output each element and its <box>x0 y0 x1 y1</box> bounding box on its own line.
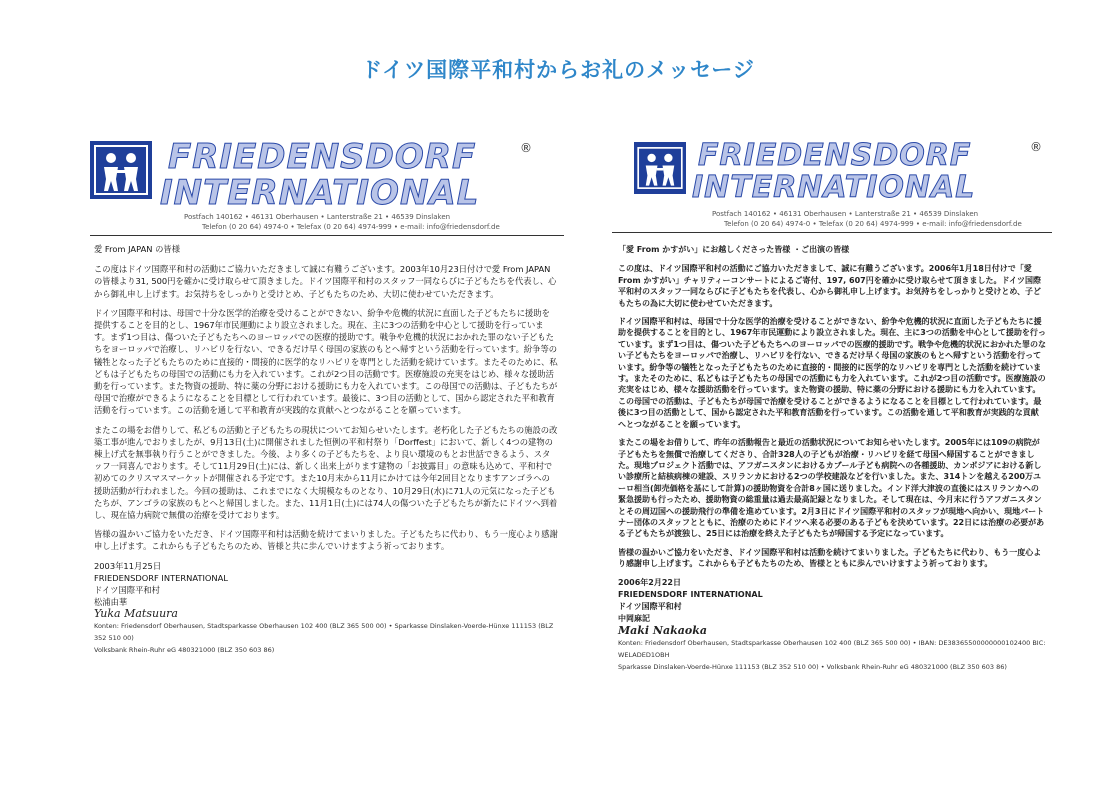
letter-date: 2006年2月22日 <box>618 577 681 587</box>
letter-date: 2003年11月25日 <box>94 560 162 571</box>
handwritten-signature: Maki Nakaoka <box>618 623 707 637</box>
paragraph: またこの場をお借りして、私どもの活動と子どもたちの現状についてお知らせいたします。老朽化した子どもたちの施設の改築工事が進んでおりましたが、9月13日(土)に開催されました恒例の平和村祭り「Dorffest」において、新しく4つの建物の棟上げ式を無事執り行うことができました。今後、より多くの子どもたちを、より良い環境のもとお世話できるよう、スタッフ一同喜んでおります。そして11月29日(土)には、新しく出来上がります建物の「お披露目」の意味も込めて、平和村で初めてのクリスマスマーケットが開催される予定です。また10月末から11月にかけては今年2回目となりますアンゴラへの援助活動が行われました。今回の援助は、これまでになく大規模なものとなり、10月29日(水)に71人の元気になった子どもたちが、アンゴラの家族のもとへと帰国しました。また、11月1日(土)には74人の傷ついた子どもたちが新たにドイツへ到着し、現在協力病院で無償の治療を受けております。 <box>94 424 558 521</box>
paragraph: 皆様の温かいご協力をいただき、ドイツ国際平和村は活動を続けてまいりました。子どもたちに代わり、もう一度心より感謝申し上げます。これからも子どもたちのため、皆様と共に歩んでいけますよう祈っております。 <box>94 529 558 552</box>
signer-name: 中岡麻記 <box>618 613 650 623</box>
address-line: Postfach 140162 • 46131 Oberhausen • Lanterstraße 21 • 46539 Dinslaken <box>712 210 979 218</box>
contact-line: Telefon (0 20 64) 4974-0 • Telefax (0 20 64) 4974-999 • e-mail: info@friedensdorf.de <box>202 223 500 231</box>
org-name-en: FRIEDENSDORF INTERNATIONAL <box>618 589 763 599</box>
address-line: Postfach 140162 • 46131 Oberhausen • Lanterstraße 21 • 46539 Dinslaken <box>184 213 451 221</box>
letter-greeting: 愛 From JAPAN の皆様 <box>94 244 180 254</box>
registered-mark: ® <box>1030 140 1042 154</box>
page-title: ドイツ国際平和村からお礼のメッセージ <box>361 58 755 82</box>
paragraph: 皆様の温かいご協力をいただき、ドイツ国際平和村は活動を続けてまいりました。子どもたちに代わり、もう一度心より感謝申し上げます。これからも子どもたちのため、皆様とともに歩んでいけますよう祈っております。 <box>618 547 1042 569</box>
header-divider <box>612 232 1052 233</box>
brand-international: INTERNATIONAL <box>692 170 976 205</box>
handwritten-signature: Yuka Matsuura <box>94 606 178 620</box>
org-name-jp: ドイツ国際平和村 <box>94 584 160 595</box>
letter-closing <box>94 560 558 656</box>
children-logo-icon <box>90 141 152 199</box>
paragraph: ドイツ国際平和村は、母国で十分な医学的治療を受けることができない、紛争や危機的状況に直面した子どもたちに援助を提供することを目的とし、1967年市民運動により設立されました。現在、主に3つの活動を中心として援助を行っています。まず1つ目は、傷ついた子どもたちへのヨーロッパでの医療的援助です。戦争や危機的状況におかれた罪のない子どもたちをヨーロッパで治療し、リハビリを行ない、できるだけ早く母国の家族のもとへ帰すという活動を行っています。紛争等の犠牲となった子どもたちのために直接的・間接的に医学的なリハビリを専門とした活動を続けています。またそのために、私どもは子どもたちの母国での活動にも力を入れています。これが2つ目の活動です。医療施設の充実をはじめ、様々な援助活動を行っています。また物資の援助、特に薬の分野における援助にも力を入れています。この母国での活動は、子どもたちが母国で治療ができるようになることを目標として行われています。最後に、3つ目の活動として、国から認定された平和教育活動を行っています。この活動を通して平和教育が実践的な貢献へとつながることを願っています。 <box>94 307 558 416</box>
signer-name: 松浦由華 <box>94 596 128 607</box>
letterhead <box>68 135 568 231</box>
letterhead <box>612 128 1052 228</box>
org-name-jp: ドイツ国際平和村 <box>618 601 682 611</box>
bank-footer: Konten: Friedensdorf Oberhausen, Stadtsparkasse Oberhausen 102 400 (BLZ 365 500 00) • Sparkasse Dinslaken-Voerde-Hünxe 111153 (BLZ 352 510 00) <box>94 621 554 642</box>
letter-closing <box>618 577 1046 673</box>
paragraph: またこの場をお借りして、昨年の活動報告と最近の活動状況についてお知らせいたします。2005年には109の病院が子どもたちを無償で治療してくださり、合計328人の子どもが治療・リハビリを経て母国へ帰国することができました。現地プロジェクト活動では、アフガニスタンにおけるカブール子ども病院への各種援助、カンボジアにおける新しい診療所と結核病棟の建設、スリランカにおける2つの学校建設などを行いました。また、314トンを越える200万ユーロ相当(卸売価格を基にして計算)の援助物資を合計8ヶ国に送りました。インド洋大津波の直後にはスリランカへの緊急援助も行ったため、援助物資の総重量は過去最高記録となりました。そして現在は、今月末に行うアフガニスタンとその周辺国への援助飛行の準備を進めています。2月3日にドイツ国際平和村のスタッフが現地へ向かい、現地パートナー団体のスタッフとともに、治療のためにドイツへ来る必要のある子どもを決めています。22日には治療の必要がある子どもたちが渡独し、25日には治療を終えた子どもたちが帰国する予定になっています。 <box>618 438 1045 539</box>
bank-footer-2: Sparkasse Dinslaken-Voerde-Hünxe 111153 (BLZ 352 510 00) • Volksbank Rhein-Ruhr eG 480321000 (BLZ 350 603 86) <box>618 662 1007 671</box>
org-name-en: FRIEDENSDORF INTERNATIONAL <box>94 572 228 583</box>
children-logo-icon <box>634 142 686 194</box>
brand-friedensdorf: FRIEDENSDORF <box>698 138 972 173</box>
letter-greeting: 「愛 From かすがい」にお越しくださった皆様 ・ご出演の皆様 <box>618 245 850 254</box>
brand-international: INTERNATIONAL <box>160 173 480 213</box>
header-divider <box>90 235 564 236</box>
letter-body <box>94 243 558 656</box>
brand-friedensdorf: FRIEDENSDORF <box>168 137 477 177</box>
letter-body <box>618 244 1046 673</box>
contact-line: Telefon (0 20 64) 4974-0 • Telefax (0 20 64) 4974-999 • e-mail: info@friedensdorf.de <box>724 220 1022 228</box>
bank-footer: Konten: Friedensdorf Oberhausen, Stadtsparkasse Oberhausen 102 400 (BLZ 365 500 00) • IBAN: DE38365500000000102400 BIC: WELADED1OBH <box>618 638 1046 659</box>
bank-footer-2: Volksbank Rhein-Ruhr eG 480321000 (BLZ 350 603 86) <box>94 645 275 654</box>
letter-2003 <box>68 135 568 745</box>
paragraph: この度は、ドイツ国際平和村の活動にご協力いただきまして、誠に有難うございます。2006年1月18日付けで「愛 From かすがい」チャリティーコンサートによるご寄付、197, 607円を確かに受け取らせて頂きました。ドイツ国際平和村のスタッフ一同ならびに子どもたちを代表し、心から御礼申し上げます。お気持ちをしっかりと受けとめ、子どもたちの為に大切に使わせていただきます。 <box>618 264 1042 308</box>
registered-mark: ® <box>520 141 532 155</box>
paragraph: この度はドイツ国際平和村の活動にご協力いただきまして誠に有難うございます。2003年10月23日付けで愛 From JAPAN の皆様より31, 500円を確かに受け取らせて頂きました。ドイツ国際平和村のスタッフ一同ならびに子どもたちを代表し、心から御礼申し上げます。お気持ちをしっかりと受けとめ、子どもたちのため、大切に使わせていただきます。 <box>94 264 557 299</box>
paragraph: ドイツ国際平和村は、母国で十分な医学的治療を受けることができない、紛争や危機的状況に直面した子どもたちに援助を提供することを目的とし、1967年市民運動により設立されました。現在、主に3つの活動を中心として援助を行っています。まず1つ目は、傷ついた子どもたちへのヨーロッパでの医療的援助です。戦争や危機的状況におかれた罪のない子どもたちをヨーロッパで治療し、リハビリを行ない、できるだけ早く母国の家族のもとへ帰すという活動を行っています。紛争等の犠牲となった子どもたちのために直接的・間接的に医学的なリハビリを専門とした活動を続けています。またそのために、私どもは子どもたちの母国での活動にも力を入れています。これが2つ目の活動です。医療施設の充実をはじめ、様々な援助活動を行っています。また物資の援助、特に薬の分野における援助にも力を入れています。この母国での活動は、子どもたちが母国で治療を受けることができるようになることを目標として行われています。最後に3つ目の活動として、国から認定された平和教育活動を行っています。この活動を通して平和教育が実践的な貢献へとつながることを願っています。 <box>618 317 1046 429</box>
letter-2006 <box>612 128 1052 758</box>
